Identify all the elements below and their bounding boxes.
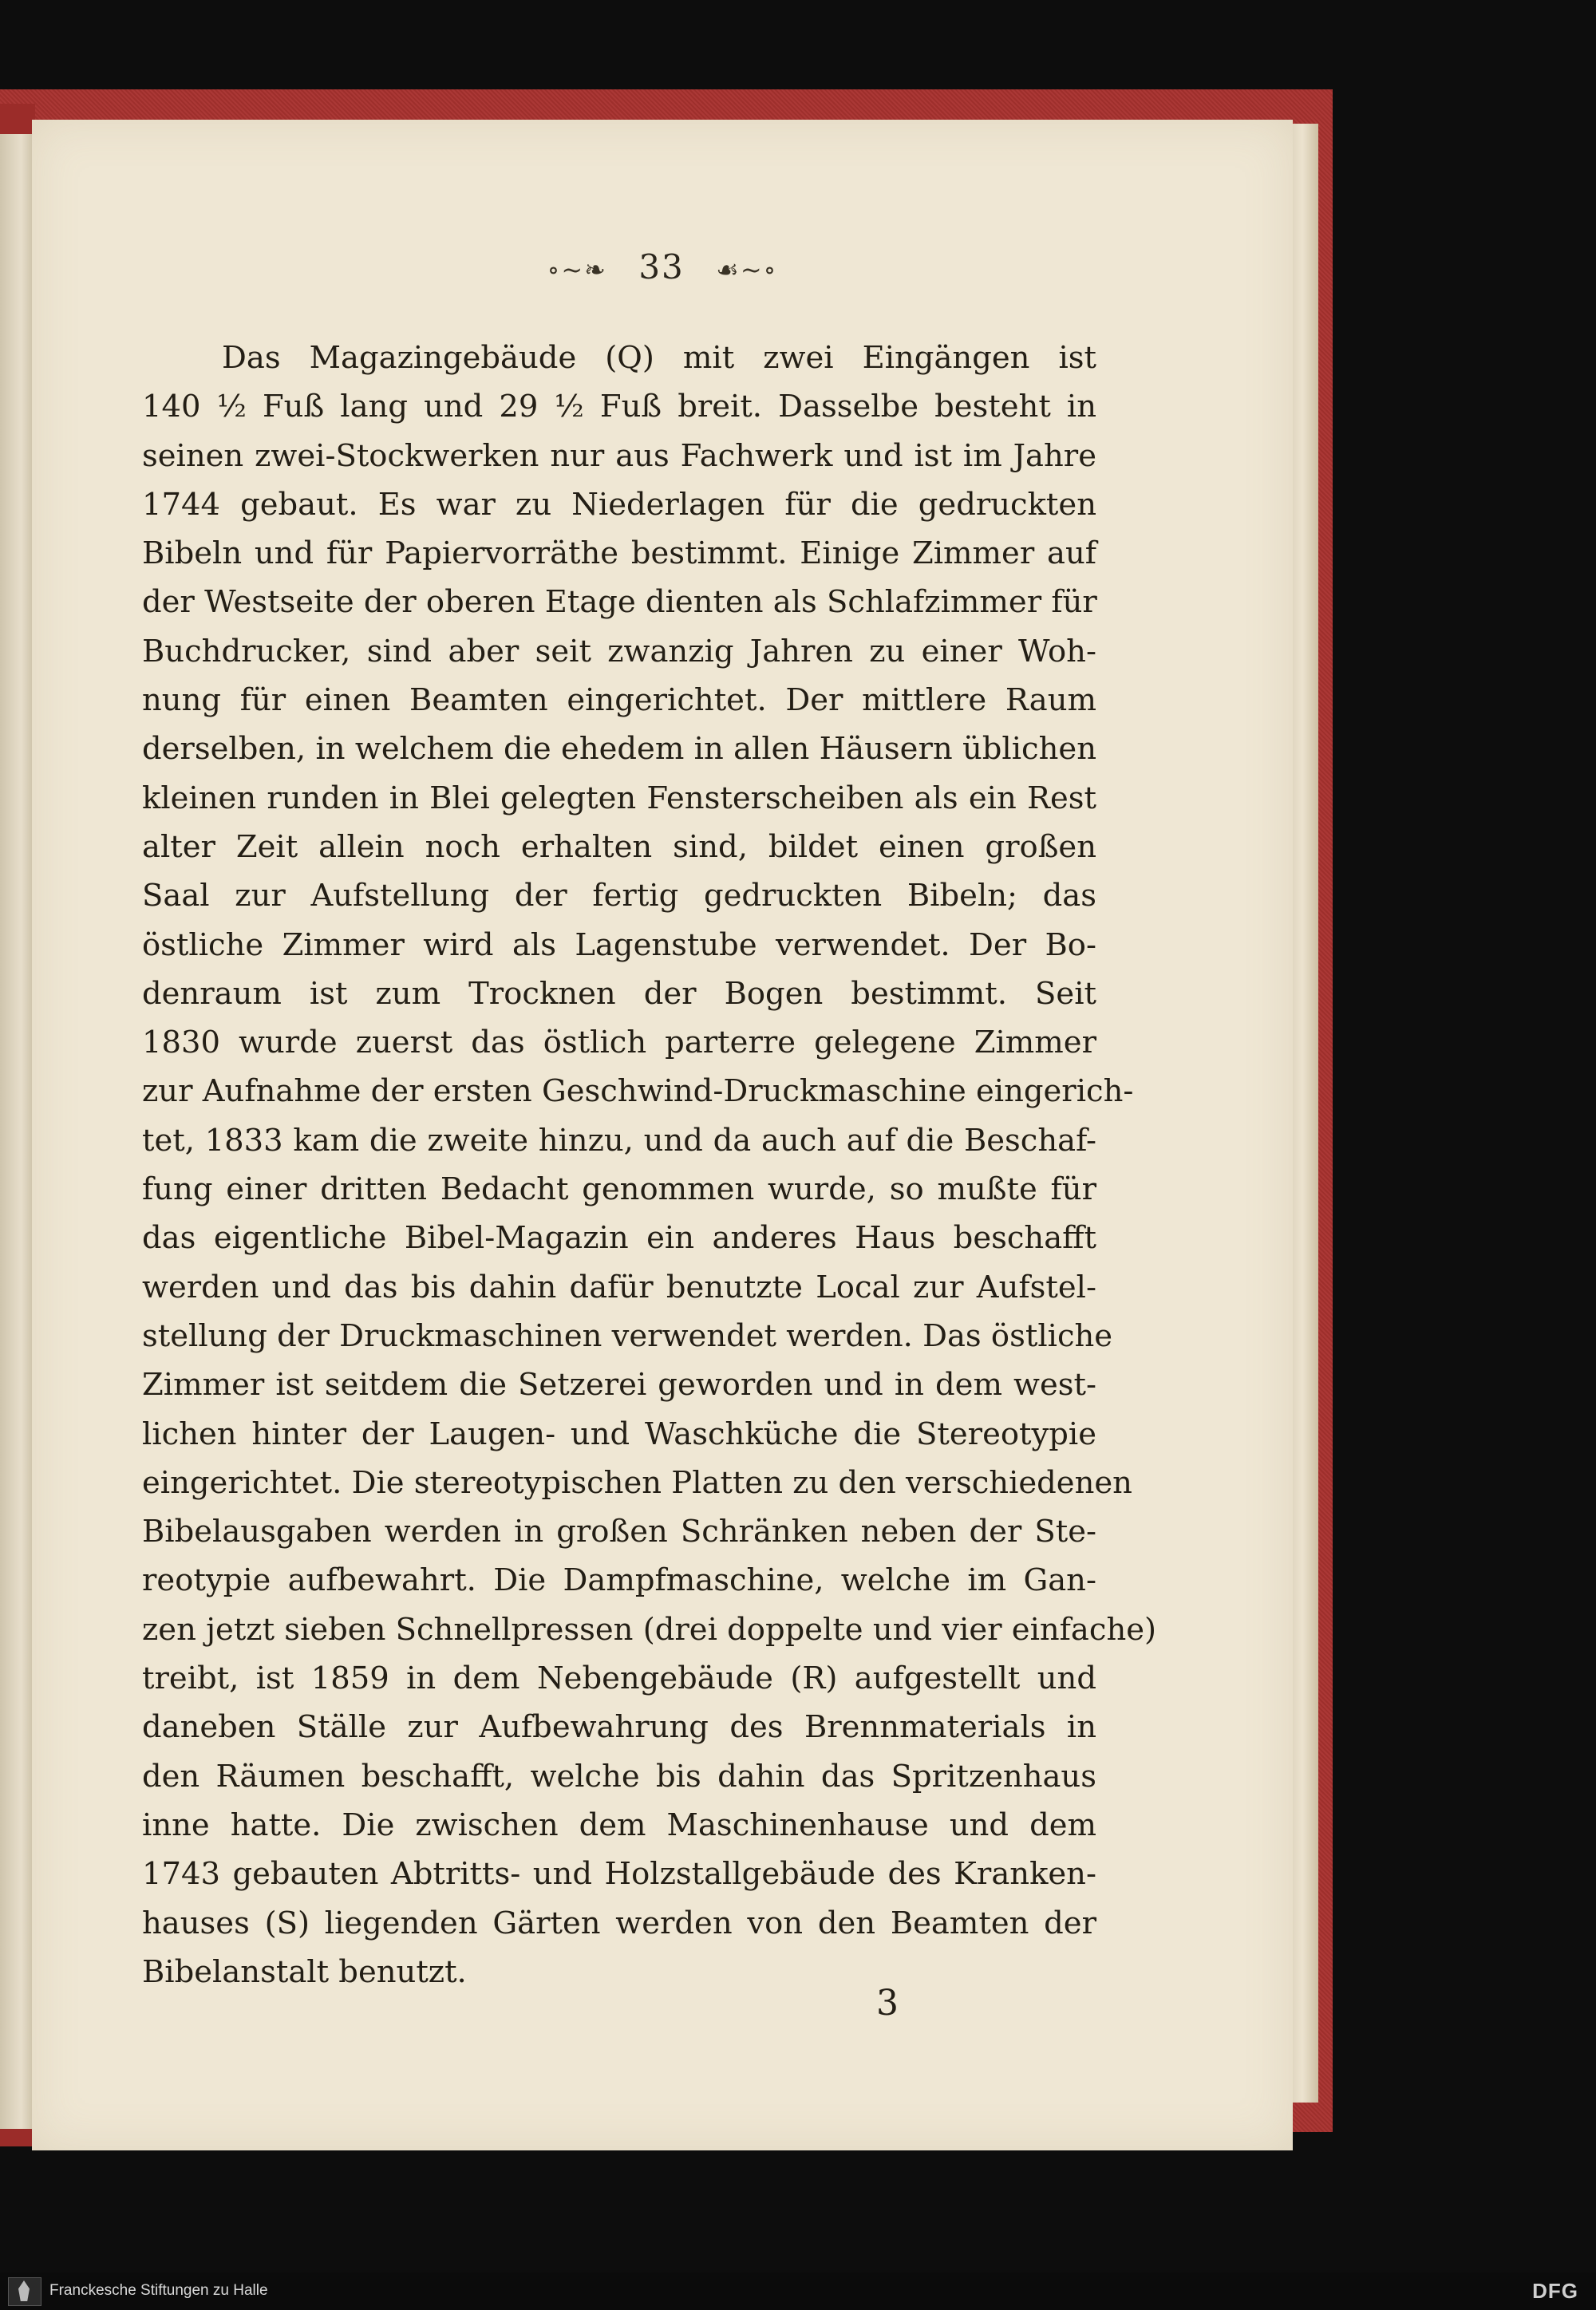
text-line: nung für einen Beamten eingerichtet. Der mittlere Raum — [142, 682, 1096, 719]
text-line: Bibelausgaben werden in großen Schränken neben der Ste- — [142, 1514, 1096, 1550]
text-line: Buchdrucker, sind aber seit zwanzig Jahren zu einer Woh- — [142, 633, 1096, 669]
text-line: hauses (S) liegenden Gärten werden von den Beamten der — [142, 1905, 1096, 1941]
text-line: lichen hinter der Laugen- und Waschküche die Stereotypie — [142, 1416, 1096, 1452]
body-text — [142, 334, 1157, 1996]
text-line: inne hatte. Die zwischen dem Maschinenhause und dem — [142, 1807, 1096, 1843]
text-line: stellung der Druckmaschinen verwendet werden. Das östliche — [142, 1317, 1113, 1354]
text-line: eingerichtet. Die stereotypischen Platten zu den verschiedenen — [142, 1464, 1132, 1501]
text-line: 1744 gebaut. Es war zu Niederlagen für die gedruckten — [142, 486, 1096, 523]
text-line: tet, 1833 kam die zweite hinzu, und da auch auf die Beschaf- — [142, 1122, 1096, 1159]
text-line: kleinen runden in Blei gelegten Fensterscheiben als ein Rest — [142, 780, 1096, 816]
text-line: der Westseite der oberen Etage dienten als Schlafzimmer für — [142, 584, 1097, 621]
text-line: zen jetzt sieben Schnellpressen (drei doppelte und vier einfache) — [142, 1611, 1157, 1648]
text-line: werden und das bis dahin dafür benutzte Local zur Aufstel- — [142, 1269, 1096, 1305]
text-line: Saal zur Aufstellung der fertig gedruckten Bibeln; das — [142, 878, 1096, 914]
text-line: treibt, ist 1859 in dem Nebengebäude (R) aufgestellt und — [142, 1660, 1096, 1697]
text-line: Bibelanstalt benutzt. — [142, 1953, 467, 1990]
text-line: derselben, in welchem die ehedem in allen Häusern üblichen — [142, 731, 1096, 768]
text-line: Bibeln und für Papiervorräthe bestimmt. Einige Zimmer auf — [142, 535, 1096, 572]
text-line: das eigentliche Bibel-Magazin ein anderes Haus beschafft — [142, 1220, 1096, 1257]
text-line: denraum ist zum Trocknen der Bogen bestimmt. Seit — [142, 975, 1096, 1012]
text-line: den Räumen beschafft, welche bis dahin das Spritzenhaus — [142, 1758, 1096, 1795]
running-head — [32, 247, 1293, 286]
dfg-logo: DFG — [1532, 2279, 1578, 2303]
left-ornament-icon: ∘~❧ — [547, 255, 607, 285]
text-line: 140 ½ Fuß lang und 29 ½ Fuß breit. Dasselbe besteht in — [142, 389, 1096, 425]
text-line: Zimmer ist seitdem die Setzerei geworden und in dem west- — [142, 1367, 1096, 1404]
left-page-edge — [0, 134, 35, 2129]
text-line: reotypie aufbewahrt. Die Dampfmaschine, welche im Gan- — [142, 1562, 1096, 1599]
text-line: alter Zeit allein noch erhalten sind, bildet einen großen — [142, 828, 1096, 865]
right-ornament-icon: ☙~∘ — [716, 255, 778, 285]
text-line: zur Aufnahme der ersten Geschwind-Druckmaschine eingerich- — [142, 1073, 1134, 1110]
institution-logo-icon — [8, 2277, 41, 2306]
text-line: seinen zwei-Stockwerken nur aus Fachwerk und ist im Jahre — [142, 437, 1096, 474]
text-line: fung einer dritten Bedacht genommen wurde, so mußte für — [142, 1171, 1096, 1208]
text-line: Das Magazingebäude (Q) mit zwei Eingängen ist — [222, 340, 1096, 376]
text-line: 1830 wurde zuerst das östlich parterre gelegene Zimmer — [142, 1025, 1096, 1061]
text-line: 1743 gebauten Abtritts- und Holzstallgebäude des Kranken- — [142, 1856, 1096, 1893]
signature-mark: 3 — [876, 1983, 899, 2024]
page-number: 33 — [638, 247, 685, 286]
viewer-footer — [0, 2272, 1596, 2310]
text-line: östliche Zimmer wird als Lagenstube verwendet. Der Bo- — [142, 926, 1096, 963]
text-line: daneben Ställe zur Aufbewahrung des Brennmaterials in — [142, 1709, 1096, 1746]
institution-name: Franckesche Stiftungen zu Halle — [49, 2282, 268, 2299]
